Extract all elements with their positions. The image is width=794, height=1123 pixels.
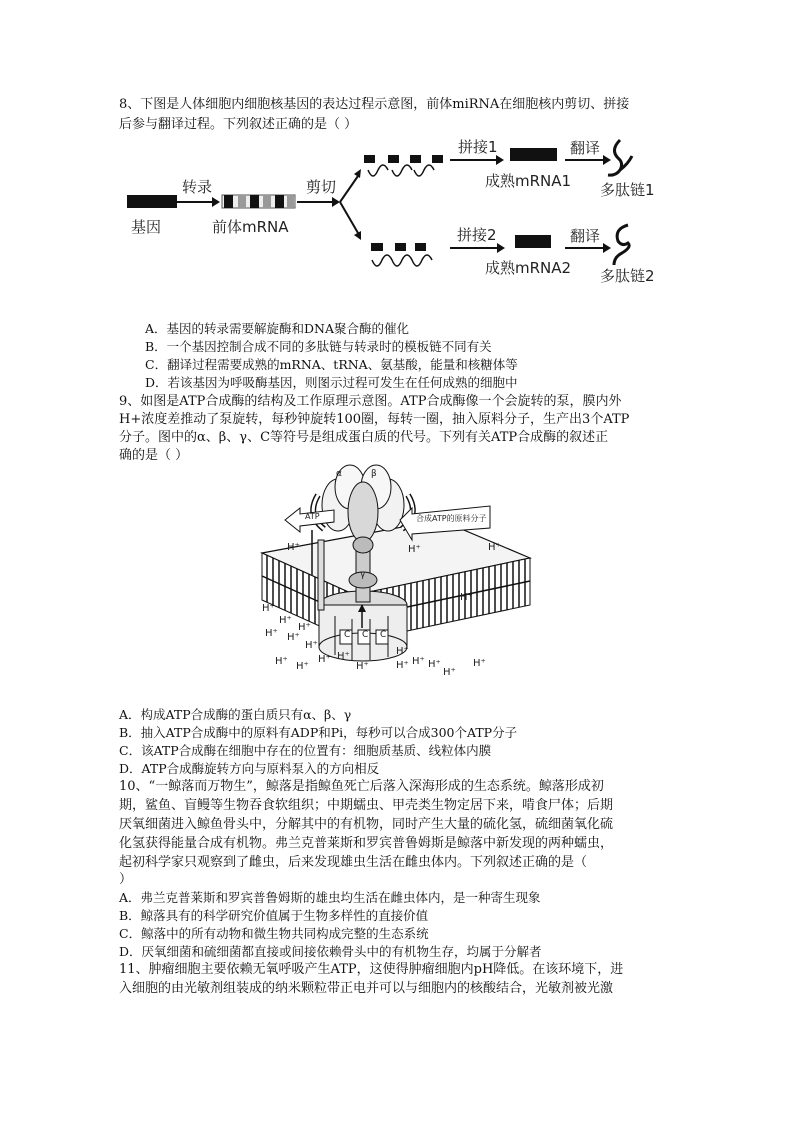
pre-mrna-label: 前体mRNA [212, 218, 289, 236]
q8-option-b: B．一个基因控制合成不同的多肽链与转录时的模板链不同有关 [145, 339, 492, 354]
h-plus-ion: H⁺ [412, 656, 425, 667]
gene-label: 基因 [131, 218, 162, 236]
c-label-1: C [344, 630, 351, 640]
c-label-2: C [362, 630, 369, 640]
q8-option-c: C．翻译过程需要成熟的mRNA、tRNA、氨基酸，能量和核糖体等 [145, 357, 518, 372]
q11-stem-line-1: 11、肿瘤细胞主要依赖无氧呼吸产生ATP，这使得肿瘤细胞内pH降低。在该环境下，进 [119, 962, 624, 977]
q10-option-d: D．厌氧细菌和硫细菌都直接或间接依赖骨头中的有机物生存，均属于分解者 [119, 944, 542, 959]
translation2-label: 翻译 [570, 227, 601, 245]
q10-stem-line-6: ） [119, 872, 133, 887]
h-plus-ion: H⁺ [488, 542, 501, 553]
q8-option-d: D．若该基因为呼吸酶基因，则图示过程可发生在任何成熟的细胞中 [145, 375, 518, 390]
h-plus-ion: H⁺ [396, 646, 409, 657]
q11-stem-line-2: 入细胞的由光敏剂组装成的纳米颗粒带正电并可以与细胞内的核酸结合，光敏剂被光激 [119, 981, 614, 996]
c-label-3: C [380, 630, 387, 640]
h-plus-ion: H⁺ [396, 660, 409, 671]
h-plus-ion: H⁺ [287, 542, 300, 553]
q10-stem-line-5: 起初科学家只观察到了雌虫，后来发现雄虫生活在雌虫体内。下列叙述正确的是（ [119, 855, 588, 870]
h-plus-ion: H⁺ [305, 640, 318, 651]
h-plus-ion: H⁺ [287, 632, 300, 643]
q9-option-c: C．该ATP合成酶在细胞中存在的位置有：细胞质基质、线粒体内膜 [119, 743, 492, 758]
h-plus-ion: H⁺ [443, 667, 456, 678]
atp-label: ATP [305, 512, 320, 521]
h-plus-ion: H⁺ [473, 658, 486, 669]
q8-stem-line-1: 8、下图是人体细胞内细胞核基因的表达过程示意图，前体miRNA在细胞核内剪切、拼接 [119, 97, 630, 112]
q9-stem-line-2: H+浓度差推动了泵旋转，每秒钟旋转100圈，每转一圈，抽入原料分子，生产出3个ATP [119, 412, 630, 427]
h-plus-ion: H⁺ [279, 615, 292, 626]
peptide2-label: 多肽链2 [600, 267, 655, 285]
h-plus-ion: H⁺ [428, 659, 441, 670]
q10-stem-line-1: 10、“一鲸落而万物生”，鲸落是指鲸鱼死亡后落入深海形成的生态系统。鲸落形成初 [119, 779, 604, 794]
q10-stem-line-2: 期，鲨鱼、盲鳗等生物吞食软组织；中期蠕虫、甲壳类生物定居下来，啃食尸体；后期 [119, 798, 614, 813]
h-plus-ion: H⁺ [337, 651, 350, 662]
mature-mrna2-label: 成熟mRNA2 [485, 259, 572, 277]
q9-stem-line-3: 分子。图中的α、β、γ、C等符号是组成蛋白质的代号。下列有关ATP合成酶的叙述正 [119, 430, 609, 445]
raw-material-label: 合成ATP的原料分子 [416, 514, 487, 523]
h-plus-ion: H⁺ [408, 544, 421, 555]
beta-label: β [371, 469, 377, 479]
h-plus-ion: H⁺ [296, 661, 309, 672]
q9-stem-line-4: 确的是（ ） [119, 448, 189, 463]
h-plus-ion: H⁺ [298, 622, 311, 633]
q10-option-c: C．鲸落中的所有动物和微生物共同构成完整的生态系统 [119, 926, 429, 941]
transcription-label: 转录 [182, 178, 213, 196]
h-plus-ion: H⁺ [265, 628, 278, 639]
h-plus-ion: H⁺ [460, 592, 473, 603]
h-plus-ion: H⁺ [262, 603, 275, 614]
h-plus-ion: H⁺ [275, 656, 288, 667]
q10-option-a: A．弗兰克普莱斯和罗宾普鲁姆斯的雄虫均生活在雌虫体内，是一种寄生现象 [119, 890, 541, 905]
translation1-label: 翻译 [570, 139, 601, 157]
q10-option-b: B．鲸落具有的科学研究价值属于生物多样性的直接价值 [119, 908, 429, 923]
q9-option-d: D．ATP合成酶旋转方向与原料泵入的方向相反 [119, 761, 380, 776]
alpha-label: α [336, 469, 342, 479]
gamma-label: γ [360, 570, 366, 580]
cut-label: 剪切 [306, 178, 337, 196]
q9-option-a: A．构成ATP合成酶的蛋白质只有α、β、γ [119, 707, 352, 722]
q8-stem-line-2: 后参与翻译过程。下列叙述正确的是（ ） [119, 117, 358, 132]
h-plus-ion: H⁺ [318, 654, 331, 665]
h-plus-ion: H⁺ [356, 661, 369, 672]
q8-option-a: A．基因的转录需要解旋酶和DNA聚合酶的催化 [145, 321, 410, 336]
q9-option-b: B．抽入ATP合成酶中的原料有ADP和Pi，每秒可以合成300个ATP分子 [119, 725, 518, 740]
q10-stem-line-4: 化氢获得能量合成有机物。弗兰克普莱斯和罗宾普鲁姆斯是鲸落中新发现的两种蠕虫， [119, 836, 614, 851]
q10-stem-line-3: 厌氧细菌进入鲸鱼骨头中，分解其中的有机物，同时产生大量的硫化氢，硫细菌氧化硫 [119, 817, 614, 832]
q9-stem-line-1: 9、如图是ATP合成酶的结构及工作原理示意图。ATP合成酶像一个会旋转的泵，膜内外 [119, 394, 622, 409]
splice1-label: 拼接1 [458, 138, 498, 156]
splice2-label: 拼接2 [457, 226, 497, 244]
mature-mrna1-label: 成熟mRNA1 [485, 172, 572, 190]
peptide1-label: 多肽链1 [600, 181, 655, 199]
